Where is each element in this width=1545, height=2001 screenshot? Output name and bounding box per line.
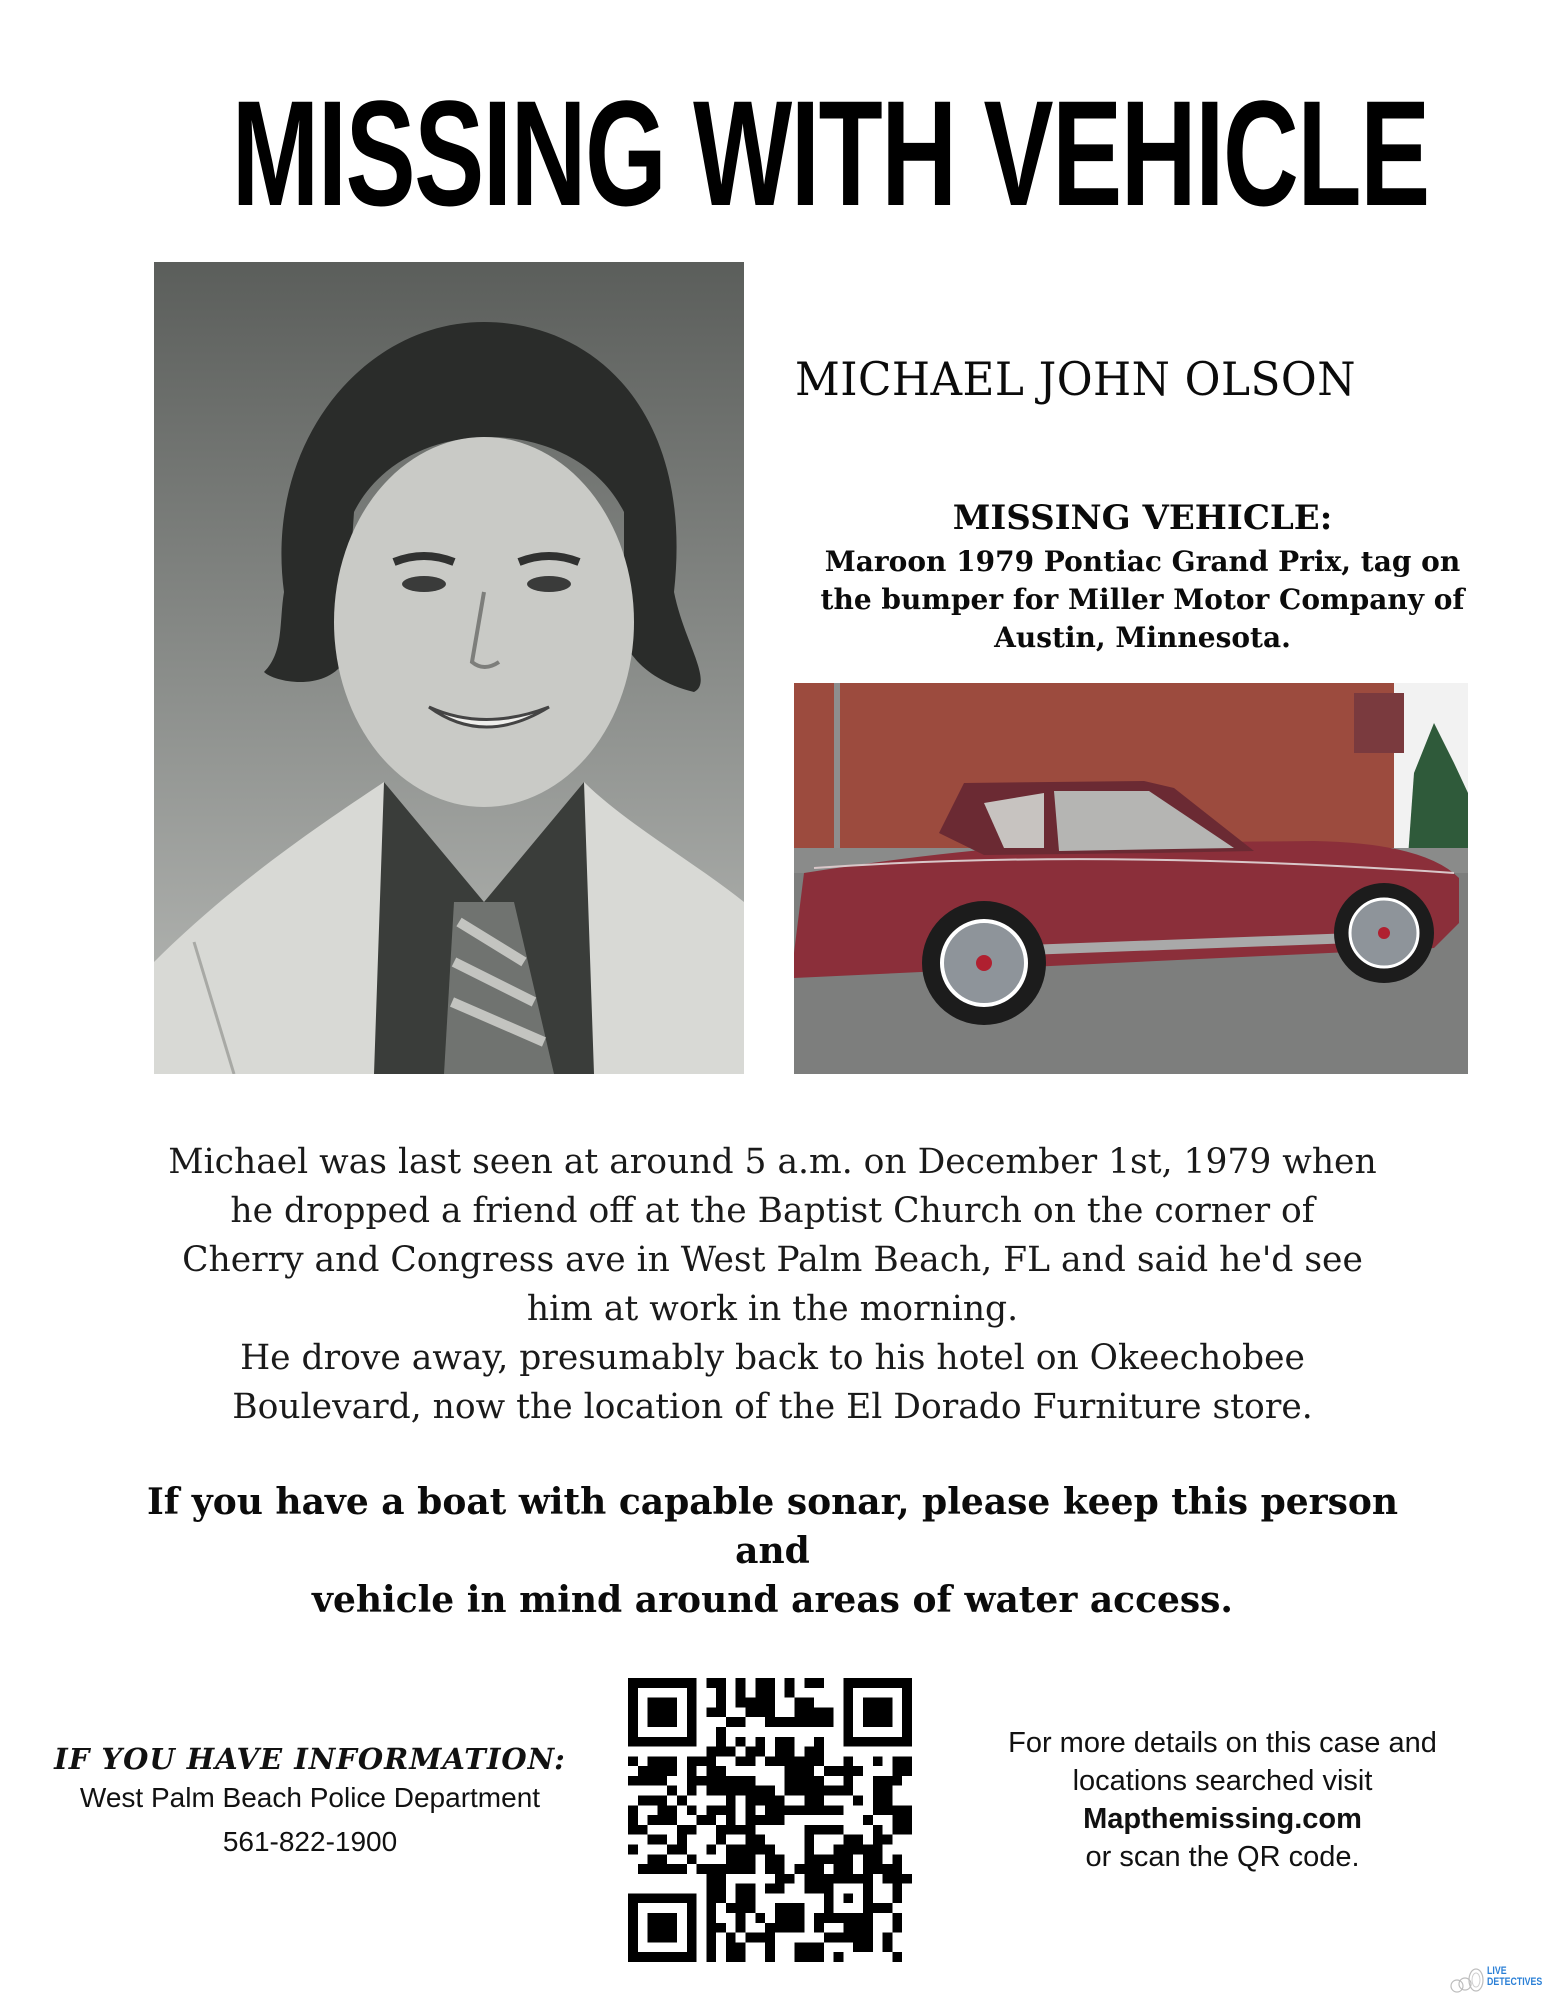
portrait-photo xyxy=(154,262,744,1074)
vehicle-heading: MISSING VEHICLE: xyxy=(952,498,1333,538)
case-details-line: him at work in the morning. xyxy=(526,1289,1019,1329)
contact-agency: West Palm Beach Police Department xyxy=(79,1782,541,1813)
logo-text-line: DETECTIVES xyxy=(1487,1976,1543,1988)
vehicle-photo xyxy=(794,683,1468,1074)
sonar-appeal xyxy=(110,1478,1435,1625)
website-link[interactable]: Mapthemissing.com xyxy=(1083,1803,1362,1835)
vehicle-description-line: the bumper for Miller Motor Company of xyxy=(820,583,1465,616)
live-detectives-logo xyxy=(1447,1962,1542,1996)
logo-text-line: LIVE xyxy=(1487,1965,1507,1977)
case-details xyxy=(110,1138,1435,1432)
person-name: MICHAEL JOHN OLSON xyxy=(795,352,1356,406)
qr-code[interactable] xyxy=(628,1678,912,1962)
person-portrait-icon xyxy=(154,262,744,1074)
sonar-appeal-line: vehicle in mind around areas of water access. xyxy=(312,1579,1233,1621)
sonar-appeal-line: If you have a boat with capable sonar, please keep this person and xyxy=(146,1481,1399,1572)
more-info-line: locations searched visit xyxy=(1072,1765,1373,1797)
vehicle-description-line: Austin, Minnesota. xyxy=(994,621,1291,654)
poster-title: MISSING WITH VEHICLE xyxy=(231,69,1429,237)
car-icon xyxy=(794,683,1468,1074)
more-info-line: For more details on this case and xyxy=(1008,1727,1437,1759)
case-details-line: Michael was last seen at around 5 a.m. on December 1st, 1979 when xyxy=(168,1142,1377,1182)
case-details-line: He drove away, presumably back to his hotel on Okeechobee xyxy=(240,1338,1305,1378)
more-info-line: or scan the QR code. xyxy=(1085,1841,1360,1873)
contact-phone[interactable]: 561-822-1900 xyxy=(222,1826,398,1857)
vehicle-description xyxy=(790,543,1495,657)
case-details-line: Cherry and Congress ave in West Palm Beach, FL and said he'd see xyxy=(182,1240,1363,1280)
qr-code-icon xyxy=(628,1678,912,1962)
contact-heading: IF YOU HAVE INFORMATION: xyxy=(54,1742,566,1776)
case-details-line: he dropped a friend off at the Baptist Church on the corner of xyxy=(230,1191,1315,1231)
vehicle-description-line: Maroon 1979 Pontiac Grand Prix, tag on xyxy=(824,545,1461,578)
case-details-line: Boulevard, now the location of the El Dorado Furniture store. xyxy=(232,1387,1313,1427)
